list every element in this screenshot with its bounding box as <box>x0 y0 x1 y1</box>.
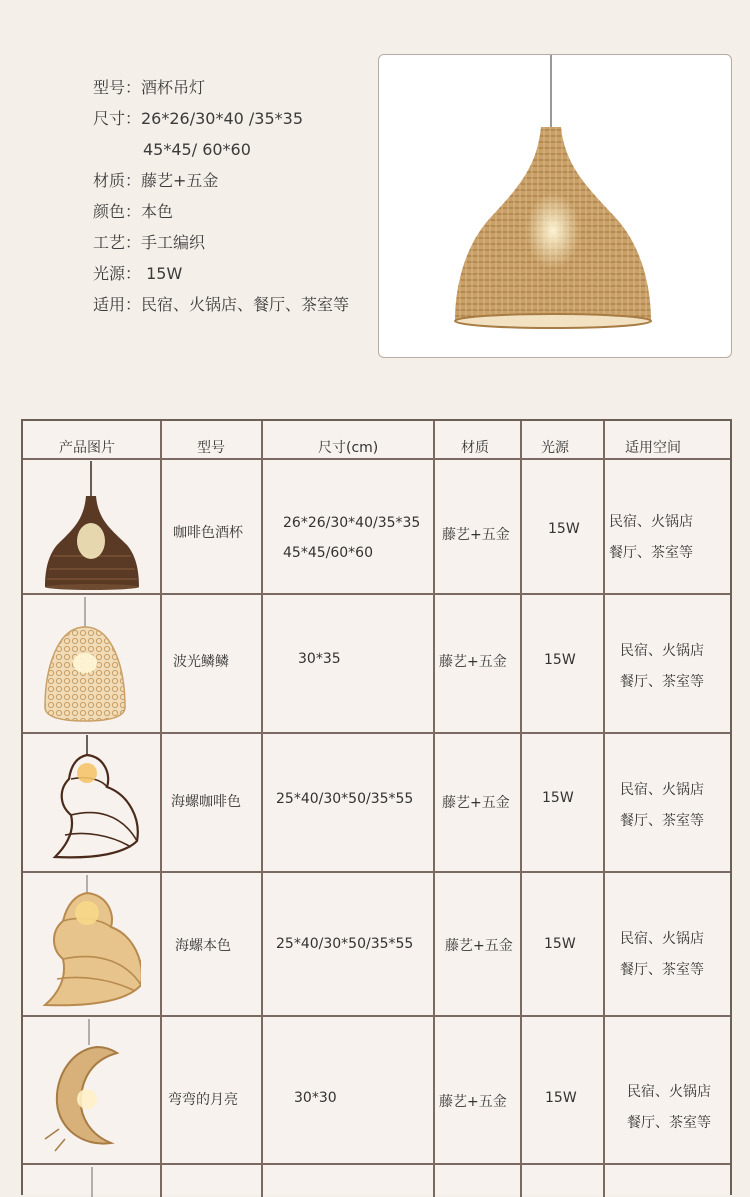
header-size: 尺寸(cm) <box>318 440 379 456</box>
row4-use1: 民宿、火锅店 <box>620 931 704 947</box>
row5-model: 弯弯的月亮 <box>168 1092 238 1108</box>
row1-material: 藤艺+五金 <box>442 527 510 543</box>
header-light: 光源 <box>541 440 569 456</box>
header-material: 材质 <box>461 440 489 456</box>
row4-size1: 25*40/30*50/35*55 <box>276 936 414 952</box>
row2-use1: 民宿、火锅店 <box>620 643 704 659</box>
row1-use1: 民宿、火锅店 <box>609 514 693 530</box>
row4-model: 海螺本色 <box>175 938 231 954</box>
row2-material: 藤艺+五金 <box>439 654 507 670</box>
spec-size: 尺寸：26*26/30*40 /35*35 <box>93 109 304 128</box>
cropped-pendant-cord-icon <box>87 1167 97 1197</box>
spec-material: 材质：藤艺+五金 <box>93 171 219 190</box>
lace-oval-lamp-icon <box>39 597 131 729</box>
row5-use2: 餐厅、茶室等 <box>627 1115 711 1131</box>
product-table <box>21 419 732 1195</box>
product-specs <box>93 72 349 320</box>
row5-light: 15W <box>545 1090 577 1106</box>
hero-product-image <box>378 54 732 358</box>
moon-lamp-icon <box>37 1019 133 1159</box>
rattan-bell-lamp-icon <box>379 55 731 357</box>
dark-bell-lamp-icon <box>43 461 143 591</box>
row1-size2: 45*45/60*60 <box>283 545 373 561</box>
spec-color: 颜色：本色 <box>93 202 174 221</box>
row3-use2: 餐厅、茶室等 <box>620 813 704 829</box>
row3-light: 15W <box>542 790 574 806</box>
row2-model: 波光鳞鳞 <box>173 654 229 670</box>
header-model: 型号 <box>197 440 225 456</box>
row4-use2: 餐厅、茶室等 <box>620 962 704 978</box>
row1-light: 15W <box>548 521 580 537</box>
row4-material: 藤艺+五金 <box>445 938 513 954</box>
row5-size1: 30*30 <box>294 1090 337 1106</box>
natural-conch-lamp-icon <box>41 875 141 1013</box>
row3-material: 藤艺+五金 <box>442 795 510 811</box>
header-usage: 适用空间 <box>625 440 681 456</box>
row1-use2: 餐厅、茶室等 <box>609 545 693 561</box>
row5-use1: 民宿、火锅店 <box>627 1084 711 1100</box>
row3-size1: 25*40/30*50/35*55 <box>276 791 414 807</box>
row1-size1: 26*26/30*40/35*35 <box>283 515 421 531</box>
spec-size-continued: 45*45/ 60*60 <box>143 140 251 159</box>
spec-light: 光源： 15W <box>93 264 183 283</box>
dark-conch-lamp-icon <box>45 735 145 869</box>
spec-model: 型号：酒杯吊灯 <box>93 78 206 97</box>
row5-material: 藤艺+五金 <box>439 1094 507 1110</box>
row3-model: 海螺咖啡色 <box>171 794 241 810</box>
spec-usage: 适用：民宿、火锅店、餐厅、茶室等 <box>93 295 350 314</box>
row1-model: 咖啡色酒杯 <box>173 525 243 541</box>
spec-craft: 工艺：手工编织 <box>93 233 206 252</box>
row3-use1: 民宿、火锅店 <box>620 782 704 798</box>
row2-size1: 30*35 <box>298 651 341 667</box>
row2-light: 15W <box>544 652 576 668</box>
header-image: 产品图片 <box>59 440 115 456</box>
row2-use2: 餐厅、茶室等 <box>620 674 704 690</box>
row4-light: 15W <box>544 936 576 952</box>
